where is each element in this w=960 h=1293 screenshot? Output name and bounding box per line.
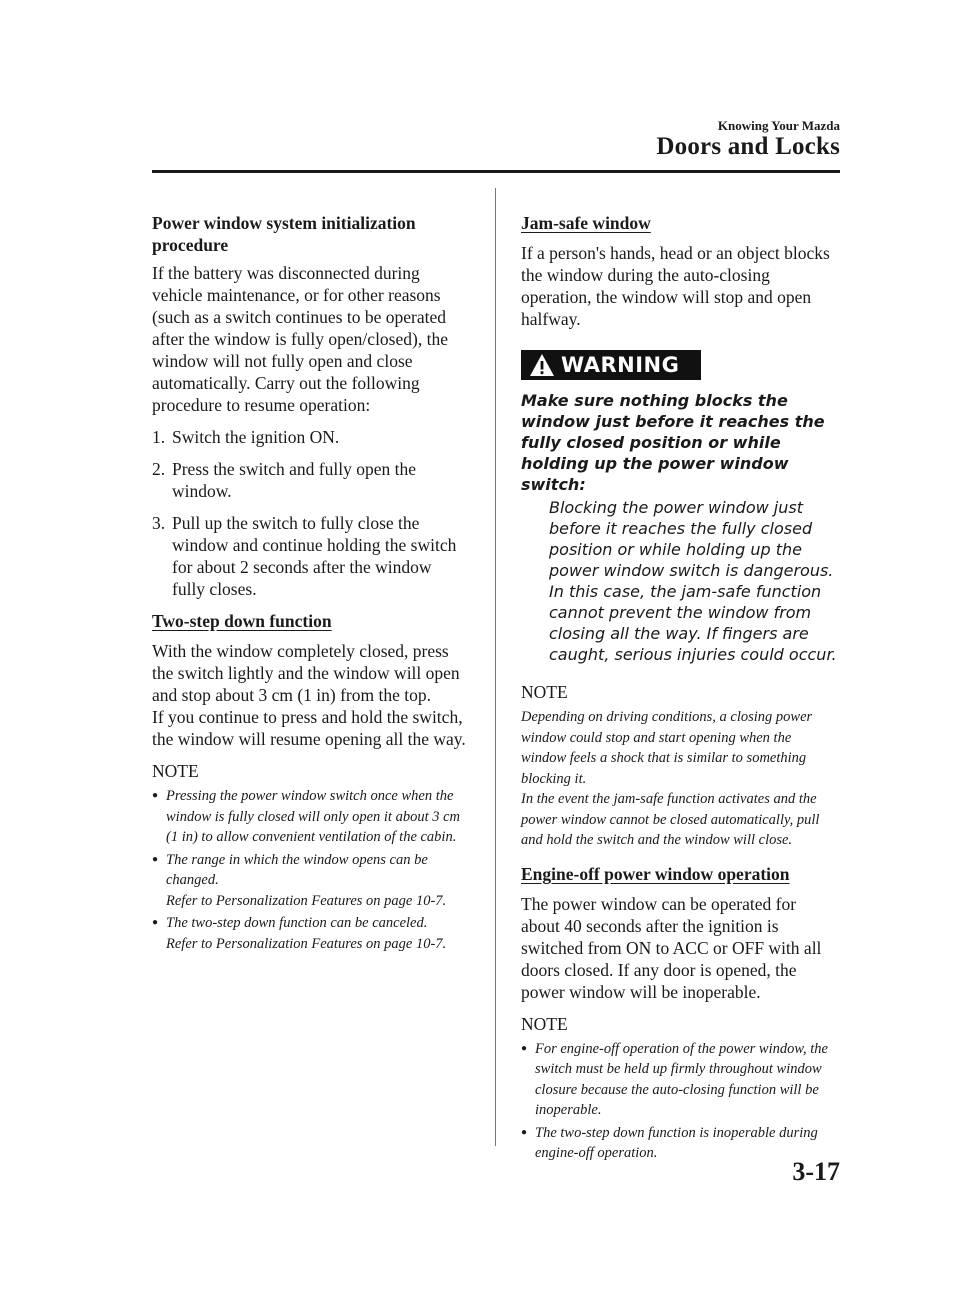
header-rule bbox=[152, 170, 840, 173]
jam-body: If a person's hands, head or an object blocks the window during the auto-closing operation, the window will stop and open halfway. bbox=[521, 243, 830, 329]
step-number: 2. bbox=[152, 459, 166, 479]
note-item bbox=[521, 1039, 837, 1121]
note-text: The two-step down function can be canceled. bbox=[166, 915, 428, 931]
note-label: NOTE bbox=[152, 761, 199, 781]
note-item bbox=[521, 1123, 837, 1164]
bullet-icon: ● bbox=[521, 1042, 528, 1054]
init-steps bbox=[152, 426, 468, 600]
right-column bbox=[521, 212, 837, 1174]
warning-body: Blocking the power window just before it reaches the fully closed position or while holding up the power window switch is dangerous. In this case, the jam-safe function cannot prevent the window from closing all the way. If fingers are caught, serious injuries could occur. bbox=[549, 498, 837, 664]
note-text: The range in which the window opens can be changed. bbox=[166, 851, 428, 888]
note-item bbox=[152, 850, 468, 912]
step-number: 3. bbox=[152, 513, 166, 533]
step-item bbox=[152, 512, 468, 600]
bullet-icon: ● bbox=[152, 917, 159, 928]
twostep-p1: With the window completely closed, press the switch lightly and the window will open and stop about 3 cm (1 in) from the top. bbox=[152, 641, 460, 705]
engine-body: The power window can be operated for about 40 seconds after the ignition is switched from ON to ACC or OFF with all doors closed. If any door is opened, the power window will be inoperable. bbox=[521, 893, 822, 1002]
init-body: If the battery was disconnected during vehicle maintenance, or for other reasons (such as a switch continues to be operated after the window is fully open/closed), the window will not fully open and close automatically. Carry out the following procedure to resume operation: bbox=[152, 263, 448, 415]
note-item bbox=[152, 786, 468, 848]
note-ref: Refer to Personalization Features on page 10-7. bbox=[166, 892, 447, 909]
note1-p1: Depending on driving conditions, a closing power window could stop and start opening when the window feels a shock that is similar to something blocking it. bbox=[521, 709, 813, 787]
twostep-p2: If you continue to press and hold the switch, the window will resume opening all the way. bbox=[152, 707, 466, 749]
step-number: 1. bbox=[152, 427, 166, 447]
note2-list bbox=[521, 1039, 837, 1164]
page-number: 3-17 bbox=[792, 1157, 840, 1186]
column-divider bbox=[495, 188, 496, 1146]
warning-label: WARNING bbox=[561, 353, 680, 377]
note-ref: Refer to Personalization Features on page 10-7. bbox=[166, 935, 447, 952]
note-list bbox=[152, 786, 468, 954]
bullet-icon: ● bbox=[521, 1126, 528, 1138]
header-section: Knowing Your Mazda bbox=[717, 118, 840, 133]
step-text: Pull up the switch to fully close the window and continue holding the switch for about 2 seconds after the window fully closes. bbox=[172, 513, 457, 599]
note-text: Pressing the power window switch once when the window is fully closed will only open it about 3 cm (1 in) to allow convenient ventilation of the cabin. bbox=[166, 788, 461, 845]
twostep-heading: Two-step down function bbox=[152, 611, 332, 631]
note1-p2: In the event the jam-safe function activates and the power window cannot be closed automatically, pull and hold the switch and the window will close. bbox=[521, 791, 820, 848]
jam-heading: Jam-safe window bbox=[521, 213, 651, 233]
bullet-icon: ● bbox=[152, 853, 159, 865]
step-item bbox=[152, 426, 468, 448]
engine-heading: Engine-off power window operation bbox=[521, 863, 790, 884]
note-item bbox=[152, 913, 468, 954]
note2-label: NOTE bbox=[521, 1013, 568, 1034]
step-text: Press the switch and fully open the window. bbox=[172, 459, 416, 501]
note-text: For engine-off operation of the power window, the switch must be held up firmly throughout window closure because the auto-closing function will be inoperable. bbox=[535, 1040, 828, 1118]
warning-box bbox=[521, 350, 701, 380]
step-item bbox=[152, 458, 468, 502]
left-column bbox=[152, 212, 468, 964]
note-text: The two-step down function is inoperable during engine-off operation. bbox=[535, 1124, 818, 1161]
warning-icon bbox=[529, 353, 555, 377]
page-title: Doors and Locks bbox=[656, 133, 840, 160]
init-heading: Power window system initialization procedure bbox=[152, 213, 416, 255]
note1-label: NOTE bbox=[521, 682, 568, 702]
step-text: Switch the ignition ON. bbox=[172, 427, 340, 447]
bullet-icon: ● bbox=[152, 790, 159, 801]
warning-lead: Make sure nothing blocks the window just before it reaches the fully closed position or while holding up the power window switch: bbox=[521, 391, 825, 494]
